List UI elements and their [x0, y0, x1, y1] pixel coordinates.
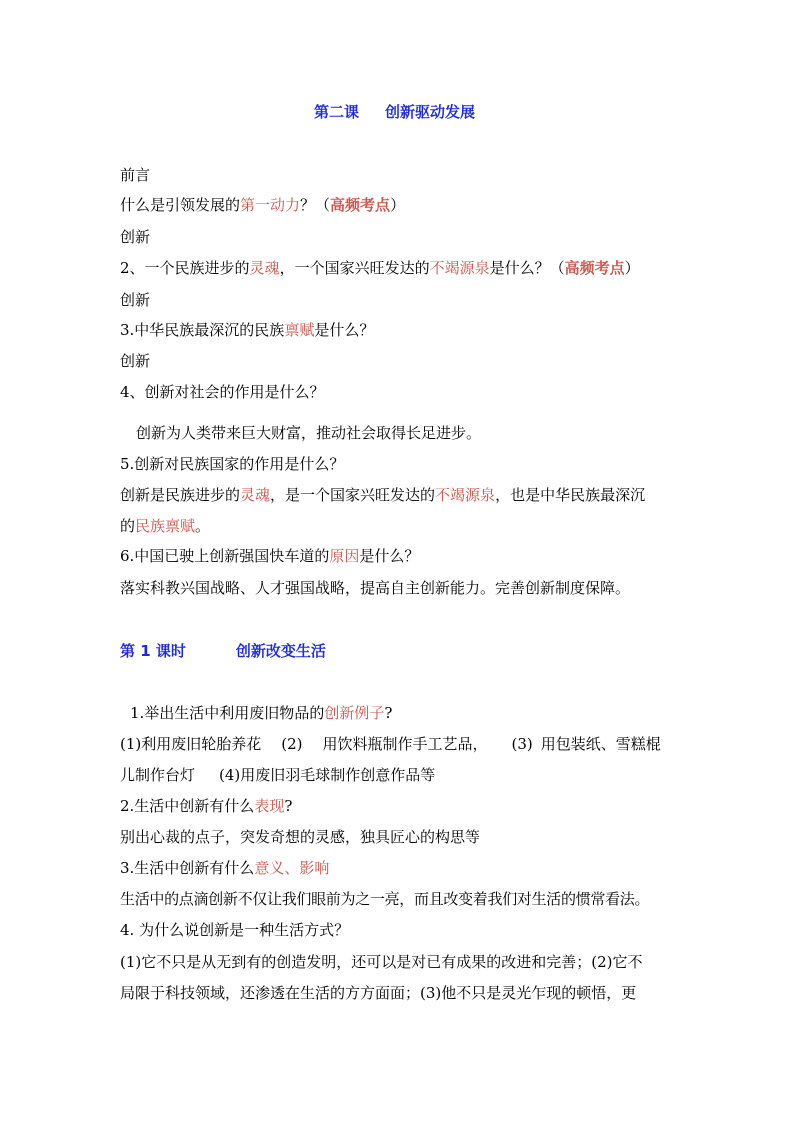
question-6: [120, 546, 683, 566]
q1-text-3: ）: [390, 196, 406, 214]
q2-text: 2、一个民族进步的: [120, 259, 250, 277]
q6-text-2: 是什么？: [359, 547, 420, 565]
l3-text: 3.生活中创新有什么: [120, 859, 255, 877]
a5-text-4: 的: [120, 517, 136, 535]
l1-ans-item-1: (1)利用废旧轮胎养花: [120, 735, 262, 753]
l3-keyword: 意义、影响: [254, 859, 330, 877]
l2-text: 2.生活中创新有什么: [120, 797, 255, 815]
lesson-name: 创新改变生活: [235, 642, 326, 660]
a5-text: 创新是民族进步的: [120, 486, 241, 504]
question-5: 5.创新对民族国家的作用是什么？: [120, 455, 345, 473]
lesson-question-1: [130, 703, 683, 723]
q2-highlight-tag: 高频考点: [564, 259, 625, 277]
q6-text: 6.中国已驶上创新强国快车道的: [120, 547, 330, 565]
question-2: [120, 258, 683, 278]
lesson-answer-4-line-2: 局限于科技领域，还渗透在生活的方方面面；(3)他不只是灵光乍现的顿悟，更: [120, 984, 637, 1002]
q1-text-2: ？（: [300, 196, 331, 214]
lesson-question-3: [120, 858, 683, 878]
answer-3: 创新: [120, 352, 151, 370]
chapter-number: 第二课: [314, 103, 360, 121]
answer-6: 落实科教兴国战略、人才强国战略，提高自主创新能力。完善创新制度保障。: [120, 579, 631, 597]
a5-keyword-1: 灵魂: [240, 486, 271, 504]
a5-text-3: ，也是中华民族最深沉: [495, 486, 646, 504]
q2-text-4: ）: [624, 259, 640, 277]
q2-text-2: ，一个国家兴旺发达的: [279, 259, 430, 277]
question-4: 4、创新对社会的作用是什么？: [120, 383, 325, 401]
q3-keyword: 禀赋: [284, 321, 315, 339]
q2-keyword-1: 灵魂: [249, 259, 280, 277]
chapter-name: 创新驱动发展: [385, 103, 476, 121]
question-3: [120, 320, 683, 340]
l2-keyword: 表现: [254, 797, 285, 815]
l1-ans-item-4: (4)用废旧羽毛球制作创意作品等: [219, 766, 436, 784]
chapter-title: [314, 102, 683, 122]
l1-ans-num-3: (3): [511, 735, 533, 753]
lesson-question-2: [120, 796, 683, 816]
l1-text: 1.举出生活中利用废旧物品的: [130, 704, 325, 722]
l2-text-2: ?: [284, 797, 293, 815]
answer-5-line-2: [120, 516, 683, 536]
l1-ans-num-2: (2): [281, 735, 303, 753]
l1-ans-item-3-cont: 儿制作台灯: [120, 766, 196, 784]
answer-4: 创新为人类带来巨大财富，推动社会取得长足进步。: [136, 424, 482, 442]
lesson-number: 第 1 课时: [120, 642, 186, 660]
lesson-question-4: 4. 为什么说创新是一种生活方式？: [120, 921, 350, 939]
answer-1: 创新: [120, 228, 151, 246]
lesson-title: [120, 641, 683, 661]
lesson-answer-2: 别出心裁的点子，突发奇想的灵感，独具匠心的构思等: [120, 828, 481, 846]
lesson-answer-3: 生活中的点滴创新不仅让我们眼前为之一亮，而且改变着我们对生活的惯常看法。: [120, 890, 650, 908]
l1-text-2: ?: [384, 704, 393, 722]
answer-5-line-1: [120, 485, 683, 505]
q2-keyword-2: 不竭源泉: [429, 259, 490, 277]
q3-text-2: 是什么？: [314, 321, 375, 339]
l1-keyword: 创新例子: [324, 704, 385, 722]
a5-text-2: ，是一个国家兴旺发达的: [270, 486, 436, 504]
l1-ans-item-3: 用包装纸、雪糕棍: [540, 735, 661, 753]
lesson-answer-1-line-1: [120, 734, 683, 754]
lesson-answer-4-line-1: (1)它不只是从无到有的创造发明，还可以是对已有成果的改进和完善；(2)它不: [120, 953, 643, 971]
a5-text-5: 。: [195, 517, 211, 535]
a5-keyword-2: 不竭源泉: [435, 486, 496, 504]
q1-text: 什么是引领发展的: [120, 196, 241, 214]
q3-text: 3.中华民族最深沉的民族: [120, 321, 285, 339]
q6-keyword: 原因: [329, 547, 360, 565]
q2-text-3: 是什么？（: [489, 259, 565, 277]
q1-keyword: 第一动力: [240, 196, 301, 214]
q1-highlight-tag: 高频考点: [330, 196, 391, 214]
question-1: [120, 195, 683, 215]
a5-keyword-3: 民族禀赋: [135, 517, 196, 535]
lesson-answer-1-line-2: [120, 765, 683, 785]
answer-2: 创新: [120, 291, 151, 309]
l1-ans-item-2: 用饮料瓶制作手工艺品，: [322, 735, 488, 753]
preface-heading: 前言: [120, 166, 151, 184]
